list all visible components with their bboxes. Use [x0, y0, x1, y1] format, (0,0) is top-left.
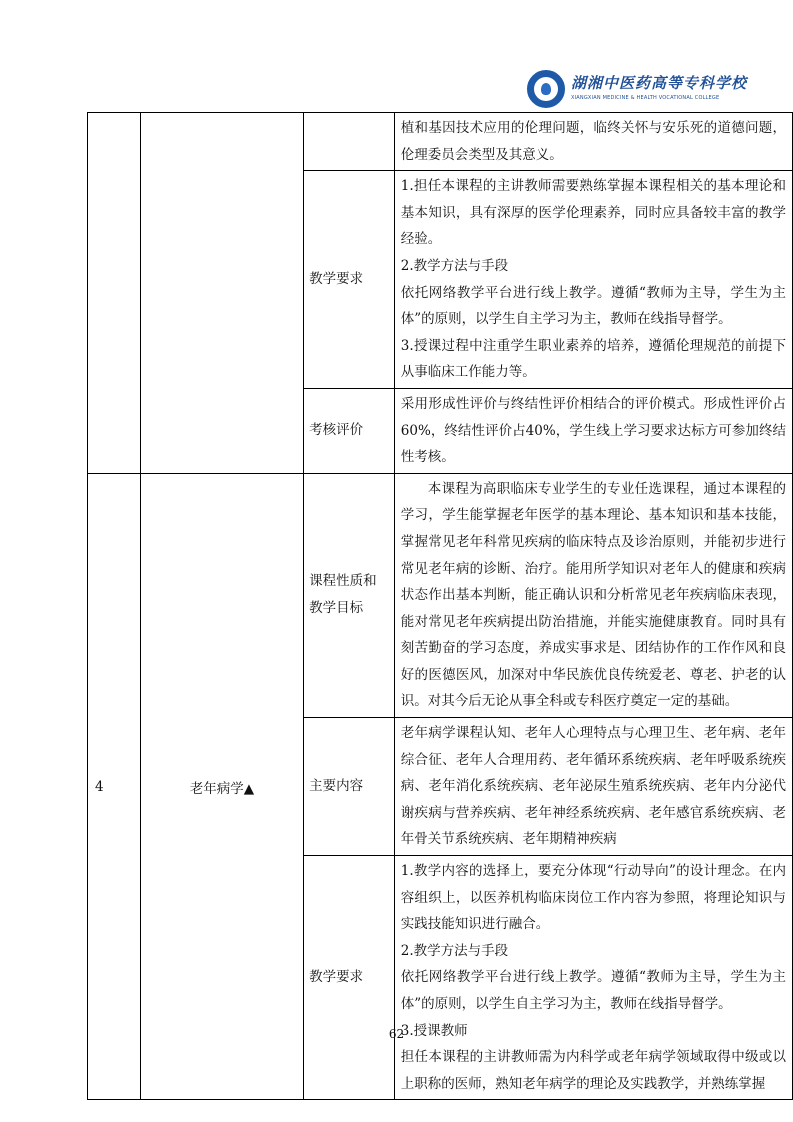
college-logo	[527, 66, 748, 110]
item-label-cell	[304, 113, 395, 171]
item-label-cell	[304, 718, 395, 856]
assessment-text: 采用形成性评价与终结性评价相结合的评价模式。形成性评价占60%，终结性评价占40%，学生线上学习要求达标方可参加终结性考核。	[400, 395, 786, 466]
course-number-cell	[88, 113, 141, 474]
item-label-cell	[304, 856, 395, 1100]
requirement-item: 2.教学方法与手段	[400, 942, 509, 959]
table-row	[88, 113, 793, 171]
requirement-item: 担任本课程的主讲教师需为内科学或老年病学领域取得中级或以上职称的医师，熟知老年病学的理论及实践教学，并熟练掌握	[400, 1049, 786, 1092]
teaching-requirements-label: 教学要求	[309, 969, 364, 986]
page-number: 62	[388, 1027, 405, 1041]
main-content-label: 主要内容	[309, 778, 364, 795]
content-cell	[394, 718, 792, 856]
course-name-cell	[140, 113, 303, 474]
requirement-item: 依托网络教学平台进行线上教学。遵循“教师为主导，学生为主体”的原则，以学生自主学习为主，教师在线指导督学。	[400, 284, 786, 328]
continued-content: 植和基因技术应用的伦理问题，临终关怀与安乐死的道德问题，伦理委员会类型及其意义。	[400, 120, 786, 163]
course-name: 老年病学▲	[189, 780, 255, 797]
requirement-item: 依托网络教学平台进行线上教学。遵循“教师为主导，学生为主体”的原则，以学生自主学习为主，教师在线指导督学。	[400, 969, 786, 1012]
course-table	[87, 112, 793, 1100]
course-number: 4	[95, 778, 104, 795]
college-seal-icon	[527, 70, 565, 108]
item-label-cell	[304, 473, 395, 717]
course-name-cell	[140, 473, 303, 1100]
content-cell	[394, 113, 792, 171]
teaching-requirements-label: 教学要求	[309, 271, 364, 288]
nature-text: 本课程为高职临床专业学生的专业任选课程，通过本课程的学习，学生能掌握老年医学的基本理论、基本知识和基本技能，掌握常见老年科常见疾病的临床特点及诊治原则，并能初步进行常见老年病的诊断、治疗。能用所学知识对老年人的健康和疾病状态作出基本判断，能正确认识和分析常见老年疾病临床表现，能对常见老年疾病提出防治措施，并能实施健康教育。同时具有刻苦勤奋的学习态度，养成实事求是、团结协作的工作作风和良好的医德医风，加深对中华民族优良传统爱老、尊老、护老的认识。对其今后无论从事全科或专科医疗奠定一定的基础。	[400, 480, 786, 710]
item-label-cell	[304, 171, 395, 389]
content-cell	[394, 388, 792, 473]
college-name-en: XIANGXIAN MEDICINE & HEALTH VOCATIONAL COLLEGE	[571, 95, 720, 101]
requirement-item: 1.担任本课程的主讲教师需要熟练掌握本课程相关的基本理论和基本知识，具有深厚的医学伦理素养，同时应具备较丰富的教学经验。	[400, 178, 786, 248]
content-cell	[394, 171, 792, 389]
course-number-cell	[88, 473, 141, 1100]
main-content-text: 老年病学课程认知、老年人心理特点与心理卫生、老年病、老年综合征、老年人合理用药、老年循环系统疾病、老年呼吸系统疾病、老年消化系统疾病、老年泌尿生殖系统疾病、老年内分泌代谢疾病与营养疾病、老年神经系统疾病、老年感官系统疾病、老年骨关节系统疾病、老年期精神疾病	[400, 725, 786, 848]
assessment-label: 考核评价	[309, 422, 364, 439]
requirement-item: 3.授课教师	[400, 1022, 468, 1039]
nature-label: 课程性质和教学目标	[309, 573, 377, 617]
table-row	[88, 473, 793, 717]
item-label-cell	[304, 388, 395, 473]
requirement-item: 3.授课过程中注重学生职业素养的培养，遵循伦理规范的前提下从事临床工作能力等。	[400, 337, 786, 381]
requirement-item: 1.教学内容的选择上，要充分体现“行动导向”的设计理念。在内容组织上，以医养机构临床岗位工作内容为参照，将理论知识与实践技能知识进行融合。	[400, 863, 786, 933]
college-name: 湖湘中医药高等专科学校	[571, 74, 748, 92]
content-cell	[394, 473, 792, 717]
requirement-item: 2.教学方法与手段	[400, 257, 509, 274]
content-cell	[394, 856, 792, 1100]
